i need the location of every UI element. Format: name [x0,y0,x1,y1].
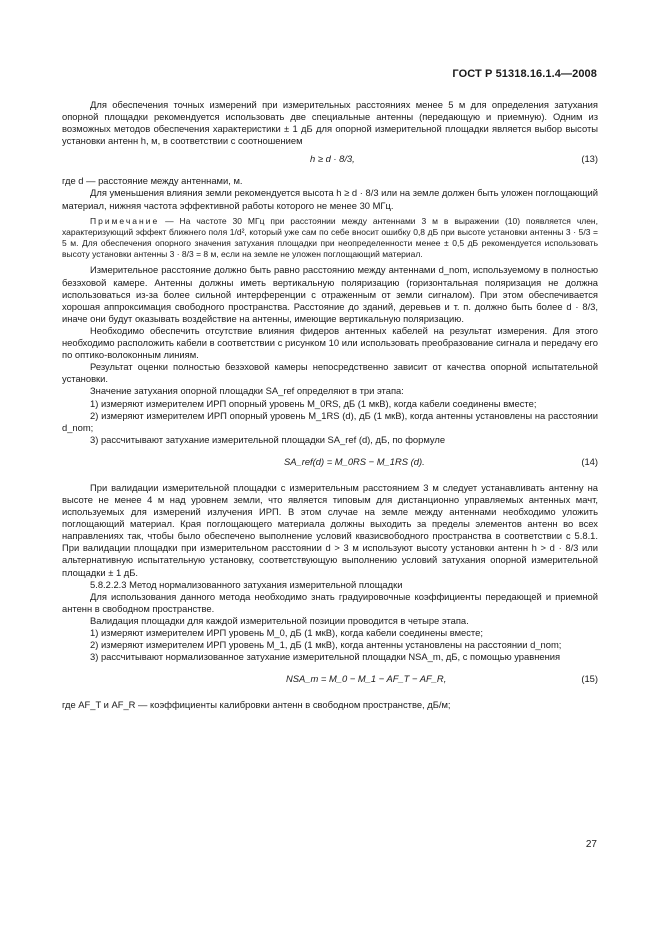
paragraph: Измерительное расстояние должно быть равно расстоянию между антеннами d_nom, используемому в полностью безэховой камере. Антенны должны иметь вертикальную поляризацию (горизонтальная поляризация не должна использоваться из-за более сильной интерференции с отраженным от земли сигналом). При этом обеспечивается хорошая аппроксимация свободного пространства. Расстояние до зданий, деревьев и т. п. должно быть более d · 8/3, иначе они будут оказывать воздействие на антенны, имеющие вертикальную поляризацию. [62,264,598,324]
equation-body: SA_ref(d) = M_0RS − M_1RS (d). [284,455,425,467]
paragraph: Необходимо обеспечить отсутствие влияния фидеров антенных кабелей на результат измерения. Для этого необходимо расположить кабели в соответствии с рисунком 10 или использовать преобразование сигнала и передачу его по оптико-волоконным линиям. [62,324,598,361]
list-item: 1) измеряют измерителем ИРП уровень M_0, дБ (1 мкВ), когда кабели соединены вместе; [90,627,483,638]
list-item: 3) рассчитывают нормализованное затухание измерительной площадки NSA_m, дБ, с помощью уравнения [90,651,561,663]
note [62,216,598,261]
equation-body: NSA_m = M_0 − M_1 − AF_T − AF_R, [286,673,447,685]
note-text: — На частоте 30 МГц при расстоянии между антеннами 3 м в выражении (10) появляется член, характеризующий эффект ближнего поля 1/d², который уже сам по себе вносит ошибку 0,8 дБ при высоте установки антенны 3 · 5/3 = 5 м. Для обеспечения опорного значения затухания площадки при неопределенности менее ± 0,5 дБ рекомендуется использовать высоту установки антенны 3 · 8/3 = 8 м, если на земле не уложен поглощающий материал. [62,215,598,260]
equation-number: (13) [581,153,598,165]
equation-number: (15) [581,673,598,685]
list-item: 2) измеряют измерителем ИРП уровень M_1, дБ (1 мкВ), когда антенны установлены на расстоянии d_nom; [90,639,562,651]
main-text [62,99,598,711]
paragraph: Значение затухания опорной площадки SA_ref определяют в три этапа: [90,385,404,397]
paragraph: Валидация площадки для каждой измерительной позиции проводится в четыре этапа. [90,614,469,626]
note-label: Примечание [90,215,160,226]
list-item: 3) рассчитывают затухание измерительной площадки SA_ref (d), дБ, по формуле [90,433,446,445]
page-number: 27 [585,839,597,850]
paragraph: где d — расстояние между антеннами, м. [62,175,243,187]
paragraph: Результат оценки полностью безэховой камеры непосредственно зависит от качества опорной испытательной установки. [62,361,598,385]
equation-13 [62,153,598,169]
equation-14 [62,456,598,472]
paragraph: При валидации измерительной площадки с измерительным расстоянием 3 м следует устанавливать антенну на высоте не менее 4 м над уровнем земли, что является типовым для дистанционно управляемых антенных мачт, используемых для измерений излучения ИРП. В этом случае на земле между антеннами необходимо уложить поглощающий материал. Края поглощающего материала должны выходить за пределы элементов антенн во всех направлениях так, чтобы было обеспечено выполнение условий квазисвободного пространства в соответствии с 5.8.1. При валидации площадки при измерительном расстоянии d > 3 м используют высоту установки антенн h > d · 8/3 или альтернативную испытательную установку, соответствующую выполнению условий затухания опорной измерительной площадки ± 1 дБ. [62,481,598,578]
paragraph: где AF_T и AF_R — коэффициенты калибровки антенн в свободном пространстве, дБ/м; [62,699,451,711]
equation-15 [62,673,598,689]
paragraph: Для обеспечения точных измерений при измерительных расстояниях менее 5 м для определения затухания опорной площадки рекомендуется использовать две специальные антенны (передающую и приемную). Одним из возможных методов обеспечения характеристики ± 1 дБ для опорной измерительной площадки является выбор высоты установки антенн h, м, в соответствии с соотношением [62,99,598,147]
equation-number: (14) [581,455,598,467]
list-item: 2) измеряют измерителем ИРП опорный уровень M_1RS (d), дБ (1 мкВ), когда антенны установлены на расстоянии d_nom; [62,409,598,433]
list-item: 1) измеряют измерителем ИРП опорный уровень M_0RS, дБ (1 мкВ), когда кабели соединены вместе; [90,397,537,409]
section-heading: 5.8.2.2.3 Метод нормализованного затухания измерительной площадки [90,578,403,590]
equation-body: h ≥ d · 8/3, [310,153,355,165]
paragraph: Для уменьшения влияния земли рекомендуется высота h ≥ d · 8/3 или на земле должен быть уложен поглощающий материал, нижняя частота эффективной работы которого не менее 30 МГц. [62,187,598,211]
standard-code-header: ГОСТ Р 51318.16.1.4—2008 [452,68,597,80]
paragraph: Для использования данного метода необходимо знать градуировочные коэффициенты передающей и приемной антенн в свободном пространстве. [62,590,598,614]
